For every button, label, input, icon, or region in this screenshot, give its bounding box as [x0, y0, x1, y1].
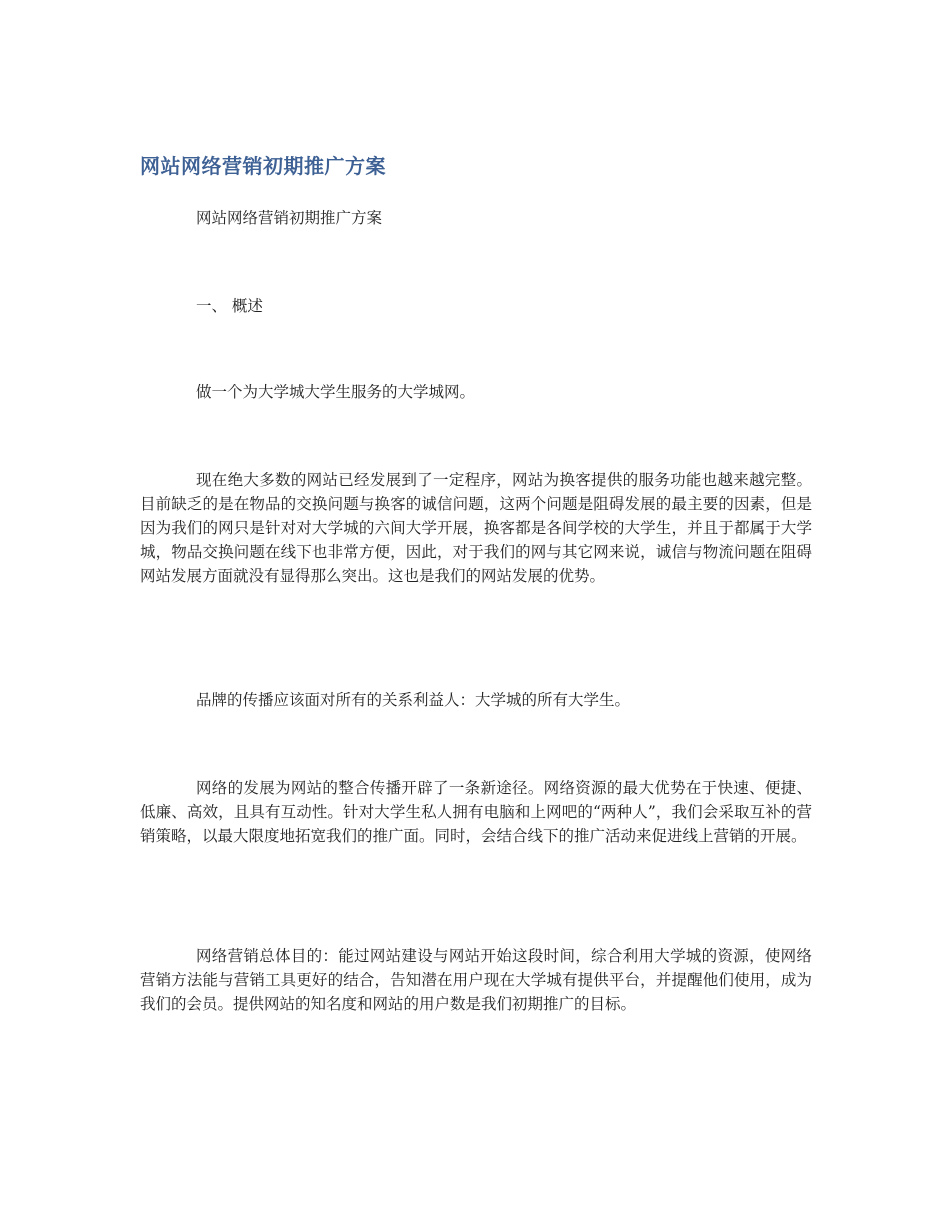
paragraph: 现在绝大多数的网站已经发展到了一定程序，网站为换客提供的服务功能也越来越完整。目前缺乏的是在物品的交换问题与换客的诚信问题，这两个问题是阻碍发展的最主要的因素，但是因为我们的网只是针对对大学城的六间大学开展，换客都是各间学校的大学生，并且于都属于大学城，物品交换问题在线下也非常方便，因此，对于我们的网与其它网来说，诚信与物流问题在阻碍网站发展方面就没有显得那么突出。这也是我们的网站发展的优势。: [140, 471, 812, 585]
document-title: 网站网络营销初期推广方案: [140, 154, 386, 178]
paragraph: 做一个为大学城大学生服务的大学城网。: [196, 383, 476, 401]
document-subtitle: 网站网络营销初期推广方案: [196, 209, 383, 227]
paragraph: 网络营销总体目的：能过网站建设与网站开始这段时间，综合利用大学城的资源，使网络营销方法能与营销工具更好的结合，告知潜在用户现在大学城有提供平台，并提醒他们使用，成为我们的会员。提供网站的知名度和网站的用户数是我们初期推广的目标。: [140, 947, 812, 1013]
paragraph: 网络的发展为网站的整合传播开辟了一条新途径。网络资源的最大优势在于快速、便捷、低廉、高效，且具有互动性。针对大学生私人拥有电脑和上网吧的“两种人”，我们会采取互补的营销策略，以最大限度地拓宽我们的推广面。同时，会结合线下的推广活动来促进线上营销的开展。: [140, 779, 812, 845]
paragraph: 品牌的传播应该面对所有的关系利益人：大学城的所有大学生。: [196, 691, 631, 709]
section-heading-overview: 一、 概述: [196, 297, 263, 315]
